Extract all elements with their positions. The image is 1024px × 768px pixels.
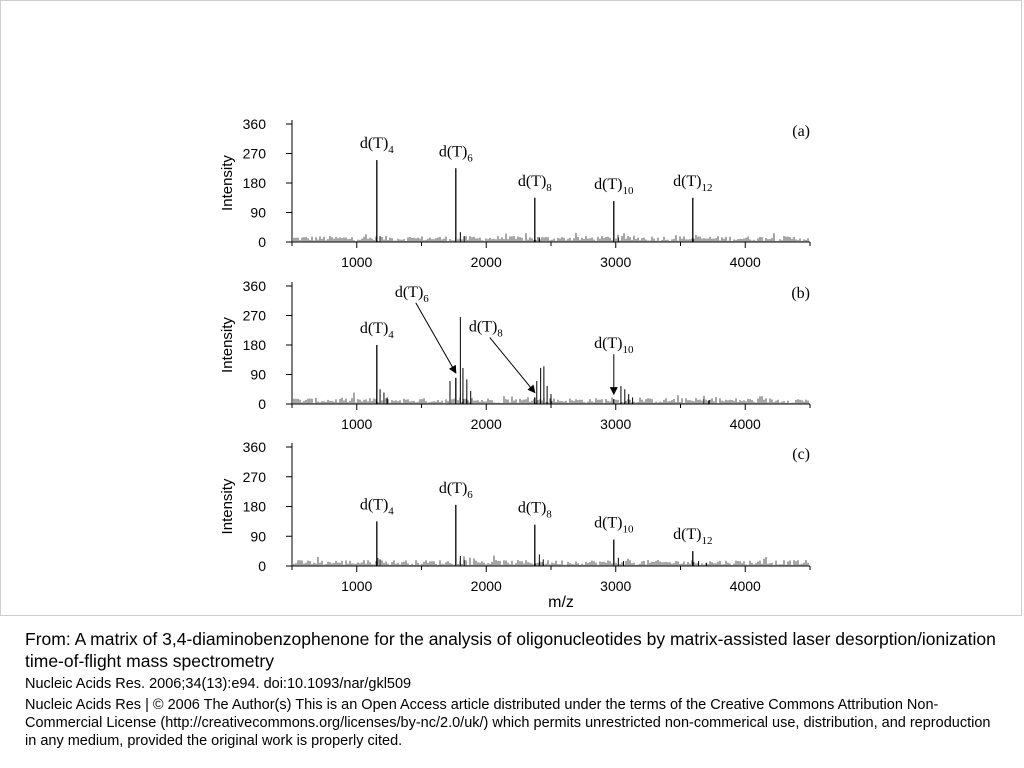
baseline-noise — [294, 556, 808, 566]
y-tick-label: 360 — [242, 116, 266, 132]
peak-label — [518, 173, 552, 194]
y-axis-title: Intensity — [219, 155, 236, 211]
peak-arrow — [416, 303, 456, 373]
caption-license: Nucleic Acids Res | © 2006 The Author(s) This is an Open Access article distributed under the terms of the Creative Commons Attribution Non-Commercial License (http://creativecommons.org/licenses/by-nc/2.0/uk/) which permits unrestricted non-commerical use, distribution, and reproduction in any medium, provided the original work is properly cited. — [25, 697, 991, 749]
x-tick-label: 2000 — [470, 416, 502, 432]
peak-label-subscript: 8 — [546, 508, 552, 521]
x-tick-label: 1000 — [341, 254, 373, 270]
peak-label-base: d(T) — [594, 176, 623, 194]
peak-label — [673, 526, 712, 547]
peak-label — [439, 480, 473, 501]
y-tick-label: 180 — [242, 337, 266, 353]
panel-label: (a) — [792, 123, 810, 140]
x-tick-label: 3000 — [600, 416, 632, 432]
y-tick-label: 360 — [242, 439, 266, 455]
y-tick-label: 270 — [242, 145, 266, 162]
peak-label — [360, 320, 394, 341]
peak-label — [439, 143, 473, 164]
y-axis-title: Intensity — [219, 317, 236, 373]
peak-label-subscript: 12 — [701, 535, 713, 548]
x-tick-label: 1000 — [341, 416, 373, 432]
peak-label-subscript: 10 — [622, 523, 634, 536]
peak-label — [594, 335, 634, 356]
y-tick-label: 0 — [258, 396, 266, 412]
panel-label: (b) — [791, 285, 810, 302]
peak-arrow — [490, 338, 535, 393]
x-tick-label: 2000 — [470, 578, 502, 594]
x-tick-label: 2000 — [470, 254, 502, 270]
y-tick-label: 180 — [242, 175, 266, 191]
peak-label-base: d(T) — [594, 514, 623, 532]
panel-label: (c) — [792, 446, 810, 463]
peak-label-subscript: 10 — [622, 344, 634, 357]
peak-label-base: d(T) — [673, 526, 702, 544]
peak-label — [673, 173, 712, 194]
spectrum-panel-a — [219, 116, 810, 270]
peak-label — [395, 284, 429, 305]
peak-label-subscript: 6 — [423, 292, 429, 305]
peak-label — [360, 135, 394, 156]
x-tick-label: 1000 — [341, 578, 373, 594]
caption-citation: Nucleic Acids Res. 2006;34(13):e94. doi:10.1093/nar/gkl509 — [25, 676, 412, 692]
y-tick-label: 180 — [242, 498, 266, 515]
peak-label-base: d(T) — [438, 143, 468, 161]
x-tick-label: 4000 — [729, 416, 761, 432]
peak-label-subscript: 12 — [701, 181, 713, 194]
peak-label-base: d(T) — [517, 172, 547, 190]
x-axis-title: m/z — [548, 594, 574, 611]
y-tick-label: 90 — [250, 366, 266, 383]
peak-label-base: d(T) — [468, 318, 498, 336]
y-axis-title: Intensity — [219, 478, 236, 535]
peak-label-subscript: 10 — [622, 185, 634, 198]
y-tick-label: 90 — [250, 528, 266, 545]
peak-label-base: d(T) — [673, 172, 702, 190]
peak-label-base: d(T) — [359, 135, 389, 153]
y-tick-label: 360 — [242, 278, 266, 294]
peak-label-base: d(T) — [594, 335, 623, 353]
peak-label-base: d(T) — [517, 499, 547, 517]
peak-label — [469, 319, 503, 340]
peak-label-base: d(T) — [394, 283, 424, 301]
peak-label-subscript: 6 — [467, 488, 473, 501]
x-tick-label: 3000 — [600, 578, 632, 594]
y-tick-label: 270 — [242, 307, 266, 324]
peak-label-subscript: 4 — [388, 144, 394, 157]
peak-label — [518, 500, 552, 521]
peak-label — [594, 515, 634, 536]
peak-label — [594, 176, 634, 197]
peak-label-subscript: 4 — [388, 505, 394, 518]
y-tick-label: 270 — [242, 468, 266, 485]
peak-label-subscript: 4 — [388, 329, 394, 341]
spectrum-panel-b — [219, 278, 810, 432]
x-tick-label: 4000 — [729, 254, 761, 270]
peak-label-subscript: 8 — [546, 181, 552, 194]
caption-title: From: A matrix of 3,4-diaminobenzophenone for the analysis of oligonucleotides by matrix-assisted laser desorption/ionization time-of-flight mass spectrometry — [25, 629, 996, 671]
peak-label-base: d(T) — [438, 479, 468, 497]
y-tick-label: 90 — [250, 204, 266, 221]
peak-label — [360, 496, 394, 517]
x-tick-label: 4000 — [729, 578, 761, 594]
peak-label-base: d(T) — [359, 320, 389, 337]
peak-label-subscript: 8 — [497, 327, 503, 340]
spectrum-panel-c — [219, 439, 810, 594]
y-tick-label: 0 — [258, 558, 266, 574]
peak-label-subscript: 6 — [467, 152, 473, 165]
peak-label-base: d(T) — [359, 496, 389, 514]
y-tick-label: 0 — [258, 234, 266, 250]
x-tick-label: 3000 — [600, 254, 632, 270]
figure-caption — [25, 628, 1005, 750]
baseline-noise — [294, 233, 808, 242]
